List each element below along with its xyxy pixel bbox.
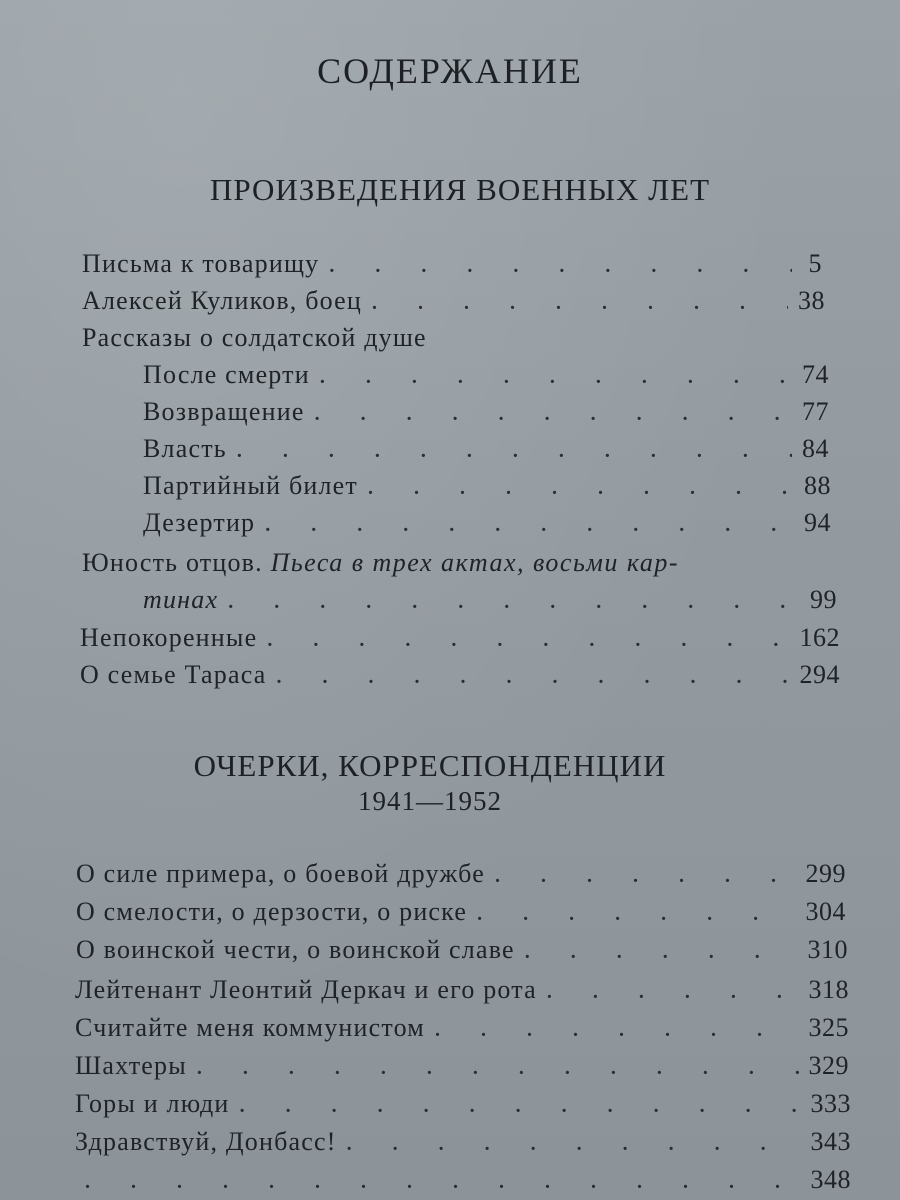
leader-dots: [372, 285, 788, 321]
toc-entry-page: 38: [798, 286, 825, 315]
section-years: 1941—1952: [358, 786, 502, 816]
toc-entry: [143, 468, 831, 504]
toc-entry-page: 348: [810, 1165, 851, 1194]
toc-entry-title: Партийный билет: [143, 471, 358, 500]
toc-entry: [75, 972, 849, 1008]
section-heading-war-years: ПРОИЗВЕДЕНИЯ ВОЕННЫХ ЛЕТ: [209, 172, 711, 207]
toc-entry-title: Шахтеры: [75, 1051, 187, 1080]
leader-dots: [525, 934, 798, 970]
leader-dots: [368, 470, 794, 506]
toc-entry: [143, 357, 829, 393]
toc-entry: [76, 932, 848, 968]
toc-entry-title: Здравствуй, Донбасс!: [75, 1127, 337, 1156]
toc-entry-page: 294: [799, 660, 840, 689]
toc-entry-page: 318: [808, 975, 849, 1004]
toc-entry: [82, 246, 822, 282]
toc-entry: [80, 620, 840, 656]
toc-entry-title: Дезертир: [143, 508, 256, 537]
toc-entry-title: Алексей Куликов, боец: [82, 286, 363, 315]
toc-entry: [143, 431, 829, 467]
toc-entry-partial: [75, 1162, 851, 1198]
toc-entry-title: Юность отцов.: [82, 548, 263, 577]
toc-entry-title: Лейтенант Леонтий Деркач и его рота: [75, 975, 537, 1004]
toc-entry-page: 329: [808, 1051, 849, 1080]
toc-entry-page: 5: [808, 249, 822, 278]
page-title: СОДЕРЖАНИЕ: [317, 51, 583, 91]
toc-entry-subtitle-continuation: тинах: [143, 585, 219, 614]
toc-entry-title: Письма к товарищу: [82, 249, 320, 278]
toc-entry-page: 310: [807, 935, 848, 964]
toc-entry: [75, 1010, 849, 1046]
leader-dots: [240, 1088, 801, 1124]
toc-entry-title: Власть: [143, 434, 227, 463]
toc-entry-title: Возвращение: [143, 397, 305, 426]
toc-entry-page: 343: [810, 1127, 851, 1156]
toc-entry: [76, 856, 846, 892]
toc-entry-page: 88: [804, 471, 831, 500]
toc-entry: [75, 1048, 849, 1084]
toc-entry-page: 99: [810, 585, 837, 614]
toc-entry-multiline: [82, 545, 679, 581]
toc-group-title: Рассказы о солдатской душе: [82, 323, 427, 352]
toc-entry-subtitle: Пьеса в трех актах, восьми кар-: [270, 548, 680, 577]
toc-entry-page: 299: [805, 859, 846, 888]
leader-dots: [477, 896, 795, 932]
toc-entry: [143, 505, 831, 541]
leader-dots: [265, 507, 794, 543]
toc-entry-title: О семье Тараса: [80, 660, 267, 689]
toc-entry-page: 84: [802, 434, 829, 463]
leader-dots: [320, 359, 792, 395]
toc-entry: [82, 283, 825, 319]
toc-entry-page: 162: [799, 623, 840, 652]
toc-entry-title: Считайте меня коммунистом: [75, 1013, 425, 1042]
leader-dots: [347, 1126, 801, 1162]
leader-dots: [329, 248, 792, 284]
toc-entry-page: 77: [802, 397, 829, 426]
toc-entry-title: Горы и люди: [75, 1089, 230, 1118]
leader-dots: [315, 396, 792, 432]
toc-entry-page: 304: [805, 897, 846, 926]
toc-entry-page: 74: [802, 360, 829, 389]
leader-dots: [85, 1164, 801, 1200]
leader-dots: [277, 659, 790, 695]
leader-dots: [237, 433, 792, 469]
toc-entry-continuation: [143, 582, 837, 618]
toc-entry-title: Непокоренные: [80, 623, 258, 652]
toc-entry-title: О силе примера, о боевой дружбе: [76, 859, 485, 888]
toc-entry: [76, 894, 846, 930]
toc-entry: [143, 394, 829, 430]
toc-entry-title: О смелости, о дерзости, о риске: [76, 897, 468, 926]
toc-entry-page: 333: [810, 1089, 851, 1118]
toc-entry-page: 94: [804, 508, 831, 537]
toc-entry-title: После смерти: [143, 360, 310, 389]
toc-entry: [75, 1086, 851, 1122]
leader-dots: [267, 622, 789, 658]
leader-dots: [228, 584, 800, 620]
toc-entry: [75, 1124, 851, 1160]
toc-entry-title: О воинской чести, о воинской славе: [76, 935, 515, 964]
toc-entry-page: 325: [808, 1013, 849, 1042]
section-heading-essays: ОЧЕРКИ, КОРРЕСПОНДЕНЦИИ: [193, 748, 667, 783]
leader-dots: [495, 858, 796, 894]
toc-entry: [80, 657, 840, 693]
leader-dots: [197, 1050, 799, 1086]
leader-dots: [547, 974, 799, 1010]
leader-dots: [435, 1012, 799, 1048]
